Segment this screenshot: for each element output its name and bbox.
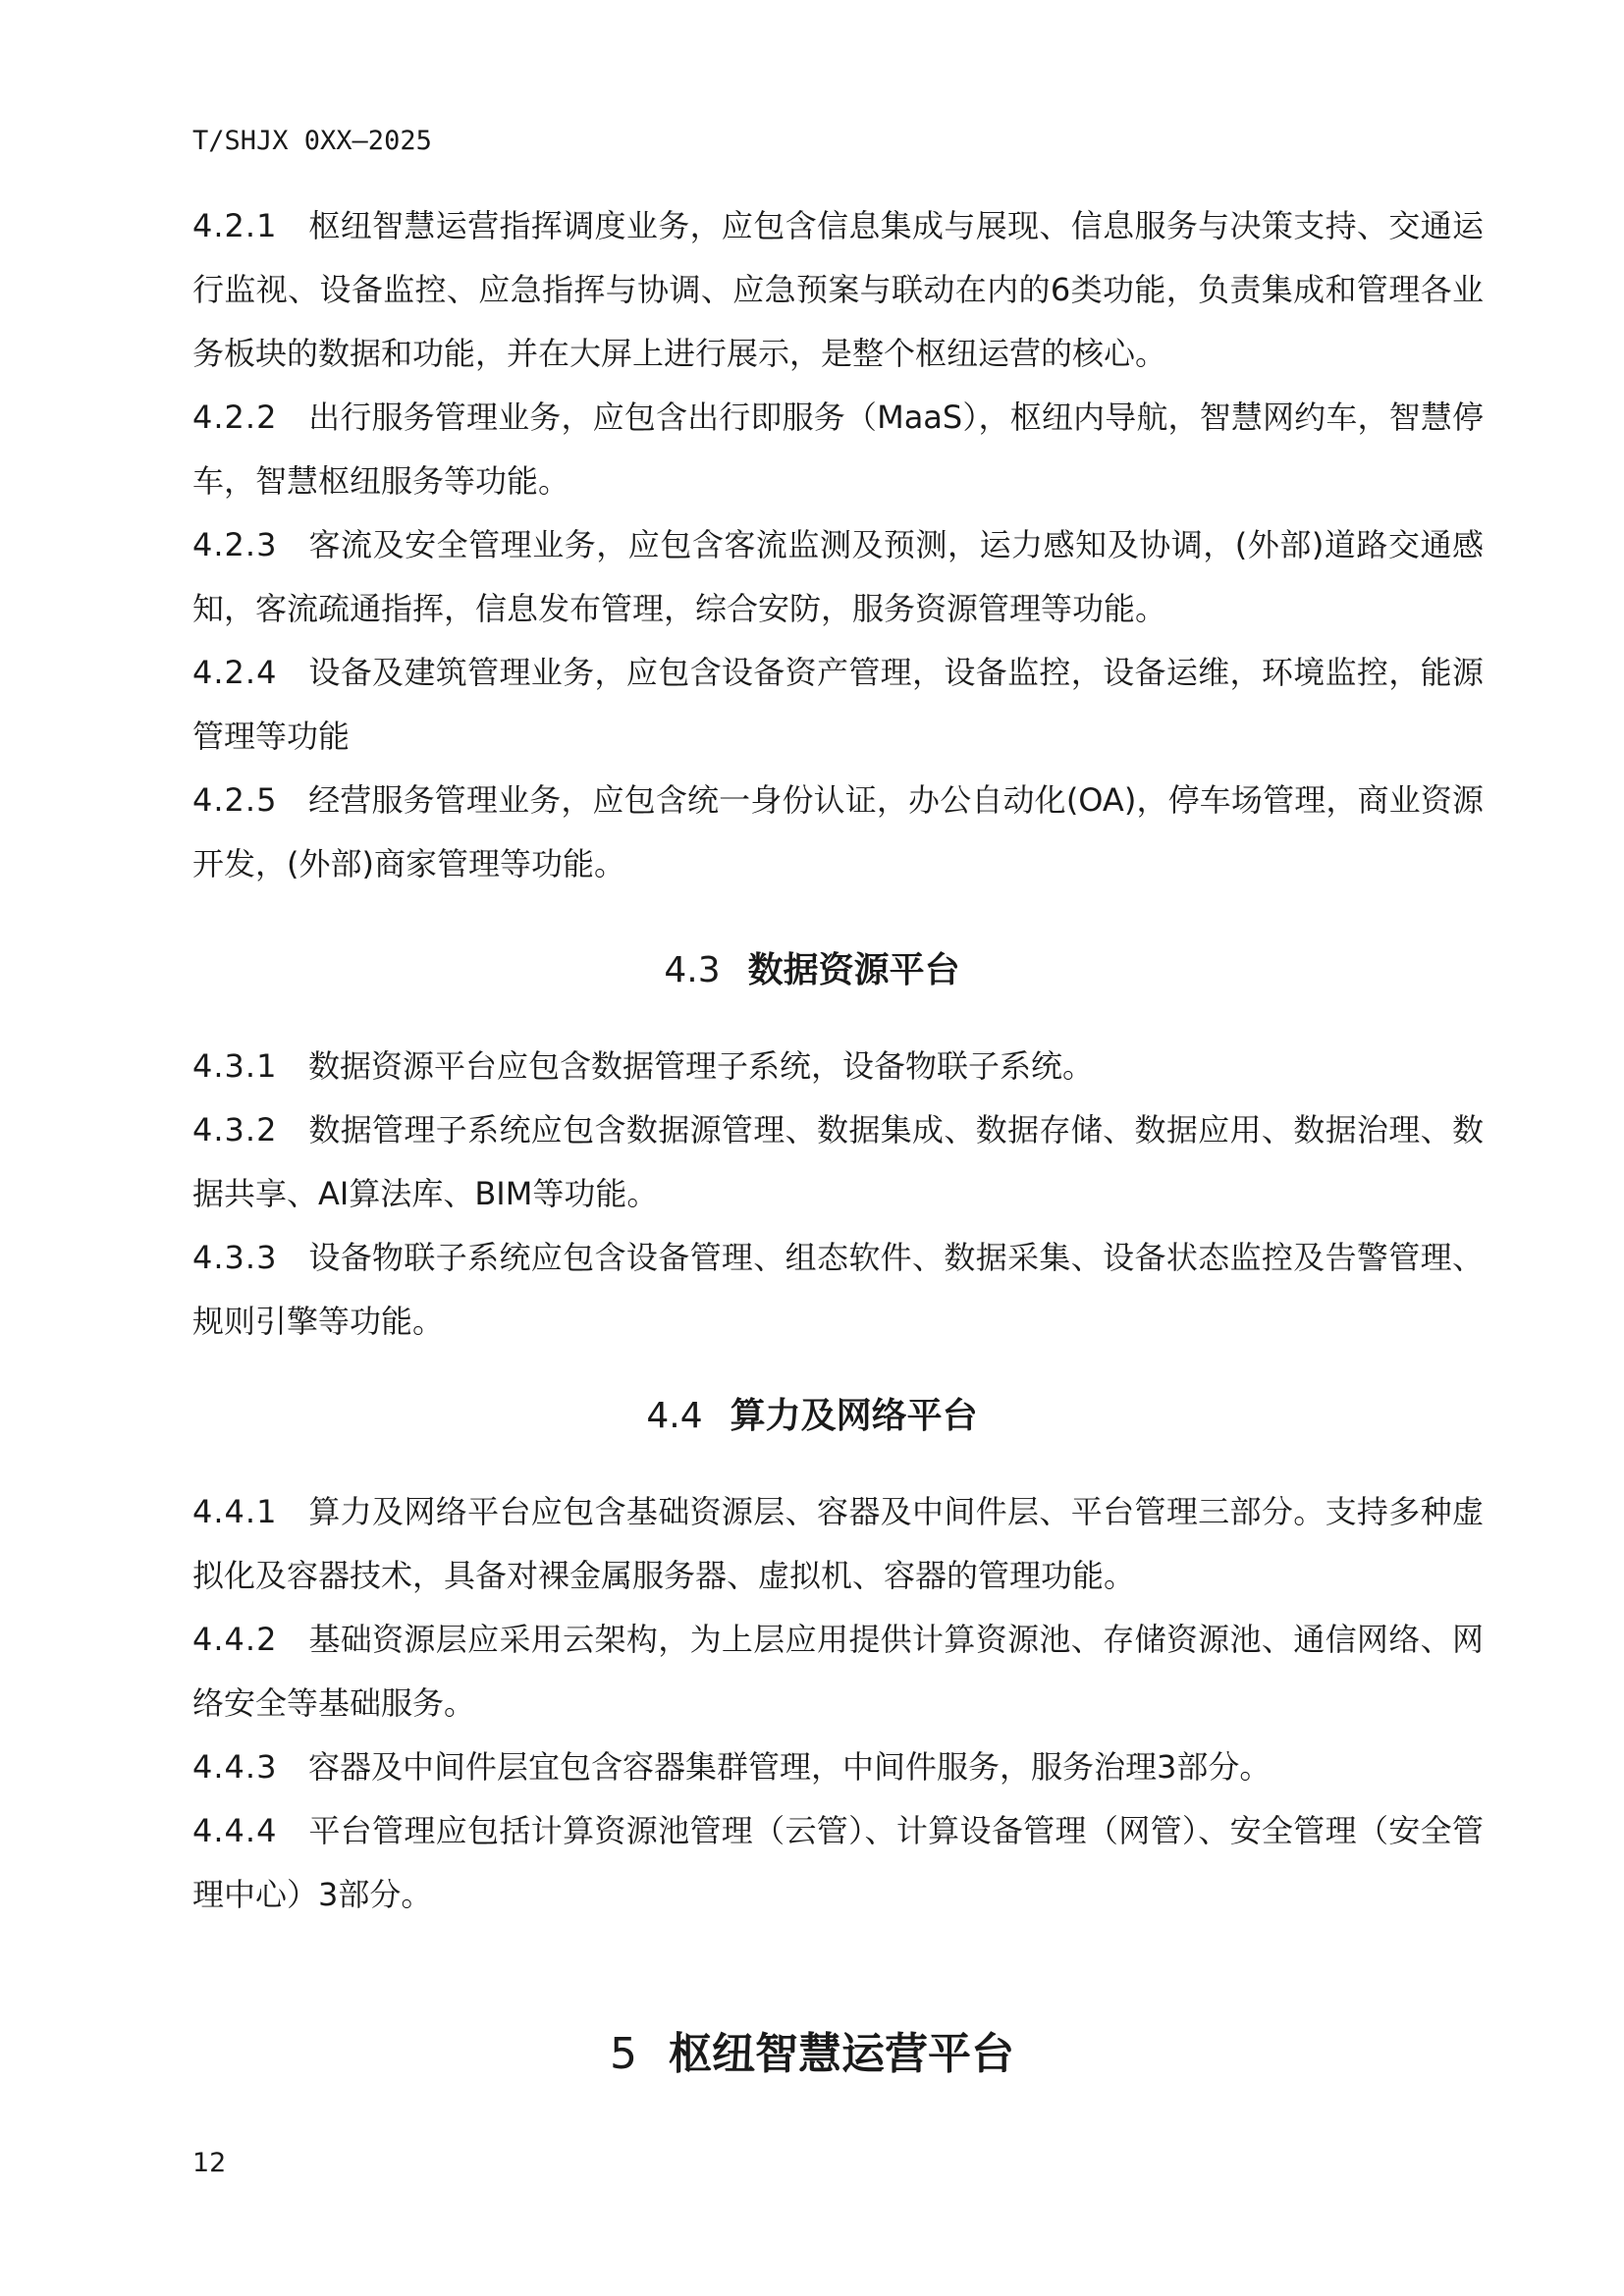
clause-number: 4.2.4 xyxy=(192,654,278,691)
clause-number: 4.2.2 xyxy=(192,399,278,436)
clause-number: 4.3.2 xyxy=(192,1111,278,1148)
clause-number: 4.4.3 xyxy=(192,1748,278,1786)
section-number: 4.4 xyxy=(646,1396,703,1436)
clause-text: 数据管理子系统应包含数据源管理、数据集成、数据存储、数据应用、数据治理、数据共享、AI算法库、BIM等功能。 xyxy=(192,1111,1484,1212)
clause-4-4-2 xyxy=(192,1608,1484,1735)
clause-number: 4.3.3 xyxy=(192,1239,278,1276)
clause-text: 平台管理应包括计算资源池管理（云管）、计算设备管理（网管）、安全管理（安全管理中心）3部分。 xyxy=(192,1812,1484,1913)
section-4-4-clauses xyxy=(192,1480,1484,1927)
clause-number: 4.3.1 xyxy=(192,1047,278,1085)
clause-4-2-3 xyxy=(192,513,1484,641)
clause-number: 4.4.4 xyxy=(192,1812,278,1849)
clause-number: 4.2.3 xyxy=(192,526,278,563)
clause-text: 设备物联子系统应包含设备管理、组态软件、数据采集、设备状态监控及告警管理、规则引擎等功能。 xyxy=(192,1239,1484,1340)
clause-text: 客流及安全管理业务，应包含客流监测及预测，运力感知及协调，(外部)道路交通感知，客流疏通指挥，信息发布管理，综合安防，服务资源管理等功能。 xyxy=(192,526,1484,627)
clause-text: 设备及建筑管理业务，应包含设备资产管理，设备监控，设备运维，环境监控，能源管理等功能 xyxy=(192,654,1484,755)
clause-number: 4.4.2 xyxy=(192,1621,278,1658)
clause-4-4-1 xyxy=(192,1480,1484,1608)
clause-text: 经营服务管理业务，应包含统一身份认证，办公自动化(OA)，停车场管理，商业资源开发，(外部)商家管理等功能。 xyxy=(192,781,1484,882)
section-4-2-clauses xyxy=(192,194,1484,896)
clause-text: 容器及中间件层宜包含容器集群管理，中间件服务，服务治理3部分。 xyxy=(308,1748,1272,1786)
clause-number: 4.2.5 xyxy=(192,781,278,819)
clause-4-3-1 xyxy=(192,1035,1484,1098)
clause-4-2-4 xyxy=(192,641,1484,769)
clause-text: 数据资源平台应包含数据管理子系统，设备物联子系统。 xyxy=(308,1047,1095,1085)
clause-number: 4.2.1 xyxy=(192,207,278,244)
section-heading: 数据资源平台 xyxy=(747,950,960,990)
clause-4-3-2 xyxy=(192,1098,1484,1226)
section-title-4-4 xyxy=(0,1388,1624,1438)
clause-4-4-3 xyxy=(192,1735,1484,1799)
clause-text: 基础资源层应采用云架构，为上层应用提供计算资源池、存储资源池、通信网络、网络安全等基础服务。 xyxy=(192,1621,1484,1722)
clause-number: 4.4.1 xyxy=(192,1493,278,1530)
chapter-heading: 枢纽智慧运营平台 xyxy=(669,2029,1014,2079)
page-number: 12 xyxy=(192,2148,227,2178)
standard-code-header: T/SHJX 0XX—2025 xyxy=(192,126,432,156)
section-number: 4.3 xyxy=(664,950,721,990)
clause-4-2-2 xyxy=(192,386,1484,513)
clause-text: 枢纽智慧运营指挥调度业务，应包含信息集成与展现、信息服务与决策支持、交通运行监视、设备监控、应急指挥与协调、应急预案与联动在内的6类功能，负责集成和管理各业务板块的数据和功能，并在大屏上进行展示，是整个枢纽运营的核心。 xyxy=(192,207,1484,372)
chapter-title-5 xyxy=(0,2018,1624,2081)
section-4-3-clauses xyxy=(192,1035,1484,1354)
clause-4-2-1 xyxy=(192,194,1484,386)
chapter-number: 5 xyxy=(610,2029,637,2079)
clause-4-3-3 xyxy=(192,1226,1484,1354)
section-title-4-3 xyxy=(0,942,1624,992)
clause-4-4-4 xyxy=(192,1799,1484,1927)
section-heading: 算力及网络平台 xyxy=(730,1396,978,1436)
clause-4-2-5 xyxy=(192,769,1484,896)
clause-text: 算力及网络平台应包含基础资源层、容器及中间件层、平台管理三部分。支持多种虚拟化及容器技术，具备对裸金属服务器、虚拟机、容器的管理功能。 xyxy=(192,1493,1484,1594)
clause-text: 出行服务管理业务，应包含出行即服务（MaaS），枢纽内导航，智慧网约车，智慧停车，智慧枢纽服务等功能。 xyxy=(192,399,1484,500)
